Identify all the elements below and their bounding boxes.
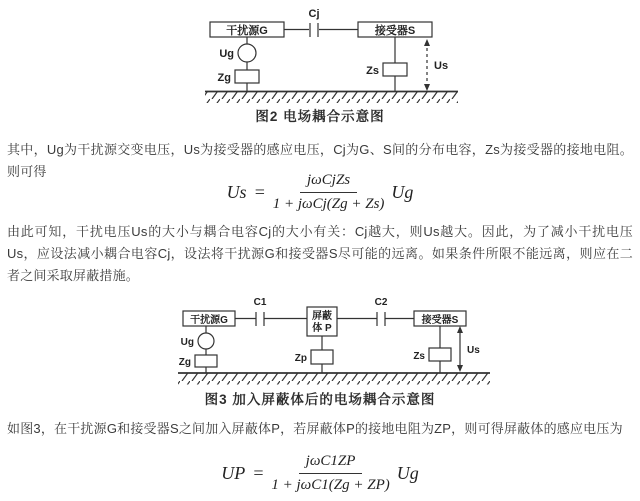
voltage-source-circle — [238, 44, 256, 62]
zg-label: Zg — [178, 357, 191, 368]
paragraph-2: 由此可知，干扰电压Us的大小与耦合电容Cj的大小有关：Cj越大，则Us越大。因此，为了减小干扰电压Us，应设法减小耦合电容Cj，设法将干扰源G和接受器S尽可能的远离。如果条件所限不能远离，则应在二者之间采取屏蔽措施。 — [7, 224, 633, 283]
us-label: Us — [467, 345, 480, 356]
c2-label: C2 — [374, 297, 388, 308]
ground-hatching — [205, 92, 458, 103]
formula-us-multiplier: Ug — [391, 181, 414, 202]
c1-label: C1 — [253, 297, 267, 308]
formula-us-numerator: jωCjZs — [300, 171, 357, 193]
receiver-label: 接受器S — [374, 25, 416, 37]
ug-label: Ug — [180, 337, 194, 348]
us-voltage-arrow — [457, 326, 463, 372]
receiver-label: 接受器S — [421, 315, 459, 326]
figure3-caption: 图3 加入屏蔽体后的电场耦合示意图 — [204, 392, 436, 407]
formula-us-fraction — [273, 171, 385, 214]
interference-source-label: 干扰源G — [226, 25, 268, 37]
zs-label: Zs — [413, 351, 425, 362]
zp-resistor — [311, 350, 333, 364]
figure2-caption: 图2 电场耦合示意图 — [255, 109, 385, 124]
figure2-wires — [247, 30, 395, 92]
formula-up-denominator: 1 + jωC1(Zg + ZP) — [271, 476, 390, 493]
zg-resistor — [235, 70, 259, 83]
formula-up-numerator: jωC1ZP — [299, 452, 363, 474]
zg-label: Zg — [217, 72, 231, 84]
us-voltage-arrow — [424, 39, 430, 91]
zs-label: Zs — [366, 65, 379, 77]
formula-us-equals: = — [253, 181, 266, 202]
voltage-source-circle — [198, 333, 214, 349]
cj-capacitor-label: Cj — [308, 8, 320, 20]
formula-up — [0, 452, 640, 494]
formula-up-lhs: UP — [221, 462, 246, 483]
ug-label: Ug — [219, 48, 234, 60]
interference-source-label: 干扰源G — [190, 315, 228, 326]
shield-label-line2: 体 P — [312, 323, 332, 334]
us-label: Us — [434, 60, 449, 72]
paragraph-3: 如图3，在干扰源G和接受器S之间加入屏蔽体P，若屏蔽体P的接地电阻为ZP，则可得屏蔽体的感应电压为 — [7, 421, 623, 436]
zs-resistor — [429, 348, 451, 361]
formula-up-equals: = — [252, 462, 265, 483]
formula-us — [0, 170, 640, 214]
formula-up-multiplier: Ug — [396, 462, 419, 483]
ground-hatching — [178, 374, 490, 385]
figure2-diagram — [0, 0, 640, 104]
shield-label-line1: 屏蔽 — [312, 311, 332, 322]
zg-resistor — [195, 355, 217, 367]
c1-capacitor — [256, 312, 264, 326]
figure3-diagram — [0, 293, 640, 387]
zp-label: Zp — [294, 353, 307, 364]
formula-up-fraction — [271, 452, 389, 495]
paragraph-1: 其中，Ug为干扰源交变电压，Us为接受器的感应电压，Cj为G、S间的分布电容，Zs为接受器的接地电阻。则可得 — [7, 142, 633, 179]
formula-us-denominator: 1 + jωCj(Zg + Zs) — [272, 195, 385, 212]
formula-us-lhs: Us — [226, 181, 247, 202]
c2-capacitor — [377, 312, 385, 326]
zs-resistor — [383, 63, 407, 76]
coupling-capacitor — [310, 23, 318, 37]
